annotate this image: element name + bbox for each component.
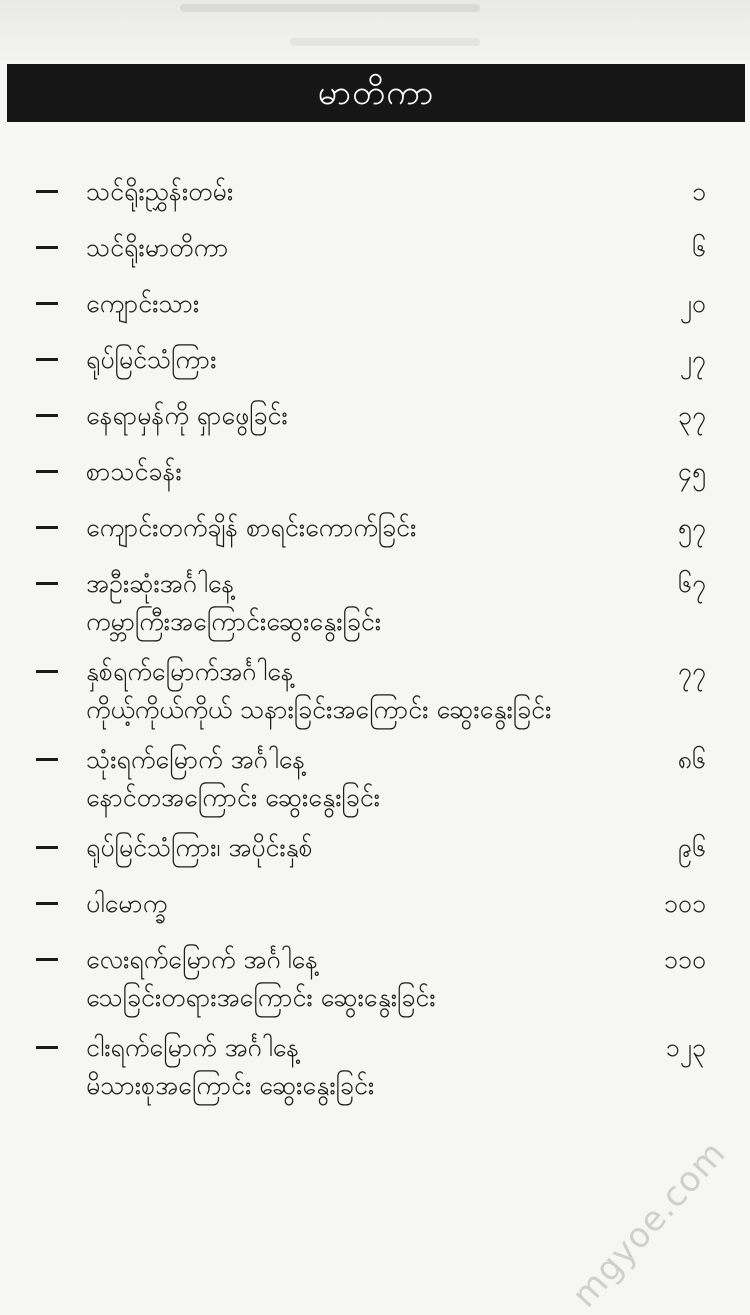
toc-entry-subtitle: ကမ္ဘာကြီးအကြောင်းဆွေးနွေးခြင်း — [86, 607, 382, 636]
dash-marker — [36, 846, 58, 849]
dash-marker — [36, 470, 58, 473]
toc-entry-title: သုံးရက်မြောက် အင်္ဂါနေ့ — [86, 745, 306, 774]
toc-entry-subtitle-row — [0, 982, 750, 1024]
toc-entry-subtitle-row — [0, 606, 750, 648]
toc-entry-title: နေရာမှန်ကို ရှာဖွေခြင်း — [86, 401, 288, 430]
toc-entry-page-number: ၈၆ — [677, 745, 706, 774]
toc-entry-page-number: ၁၀၁ — [663, 889, 706, 918]
toc-entry-page-number: ၉၆ — [677, 833, 706, 862]
previous-page-bleed — [0, 0, 750, 60]
toc-entry-title: လေးရက်မြောက် အင်္ဂါနေ့ — [86, 945, 319, 974]
toc-entry-subtitle: ကိုယ့်ကိုယ်ကိုယ် သနားခြင်းအကြောင်း ဆွေးနွေးခြင်း — [86, 695, 552, 724]
dash-marker — [36, 958, 58, 961]
toc-entry-page-number: ၆ — [691, 233, 706, 262]
toc-entry-page-number: ၂၀ — [679, 289, 706, 318]
toc-entry-title: ငါးရက်မြောက် အင်္ဂါနေ့ — [86, 1033, 300, 1062]
bleed-line — [290, 38, 480, 46]
toc-entry[interactable] — [0, 168, 750, 224]
dash-marker — [36, 1046, 58, 1049]
toc-entry-page-number: ၂၇ — [679, 345, 706, 374]
dash-marker — [36, 758, 58, 761]
dash-marker — [36, 246, 58, 249]
toc-entry-title: ကျောင်းတက်ချိန် စာရင်းကောက်ခြင်း — [86, 513, 417, 542]
dash-marker — [36, 526, 58, 529]
toc-entry-subtitle-row — [0, 782, 750, 824]
toc-entry-subtitle-row — [0, 1070, 750, 1112]
dash-marker — [36, 414, 58, 417]
toc-entry-title: ပါမောက္ခ — [86, 889, 168, 918]
watermark: mgyoe.com — [564, 1133, 734, 1315]
toc-entry-subtitle: မိသားစုအကြောင်း ဆွေးနွေးခြင်း — [86, 1071, 375, 1100]
toc-entry-page-number: ၇၇ — [677, 657, 706, 686]
toc-entry-title: သင်ရိုးမာတိကာ — [86, 233, 229, 262]
header-bar — [7, 64, 745, 122]
bleed-line — [180, 4, 480, 12]
toc-entry-page-number: ၅၇ — [677, 513, 706, 542]
toc-entry[interactable] — [0, 824, 750, 880]
table-of-contents — [0, 168, 750, 1112]
toc-entry-subtitle: သေခြင်းတရားအကြောင်း ဆွေးနွေးခြင်း — [86, 983, 436, 1012]
toc-entry-title: ကျောင်းသား — [86, 289, 200, 318]
dash-marker — [36, 670, 58, 673]
toc-entry-title: ရုပ်မြင်သံကြား — [86, 345, 217, 374]
dash-marker — [36, 582, 58, 585]
toc-entry[interactable] — [0, 336, 750, 392]
dash-marker — [36, 190, 58, 193]
dash-marker — [36, 302, 58, 305]
toc-entry-page-number: ၁ — [691, 177, 706, 206]
toc-entry-title: နှစ်ရက်မြောက်အင်္ဂါနေ့ — [86, 657, 294, 686]
toc-entry-page-number: ၆၇ — [677, 569, 706, 598]
toc-entry[interactable] — [0, 280, 750, 336]
dash-marker — [36, 902, 58, 905]
toc-entry-page-number: ၁၂၃ — [665, 1033, 706, 1062]
toc-entry[interactable] — [0, 448, 750, 504]
toc-entry-page-number: ၃၇ — [677, 401, 706, 430]
toc-entry-title: ရုပ်မြင်သံကြား၊ အပိုင်းနှစ် — [86, 833, 313, 862]
toc-entry-subtitle: နောင်တအကြောင်း ဆွေးနွေးခြင်း — [86, 783, 381, 812]
toc-entry[interactable] — [0, 504, 750, 560]
toc-entry-title: သင်ရိုးညွှန်းတမ်း — [86, 177, 234, 206]
toc-entry[interactable] — [0, 392, 750, 448]
toc-entry-title: အဦးဆုံးအင်္ဂါနေ့ — [86, 569, 235, 598]
toc-entry[interactable] — [0, 880, 750, 936]
dash-marker — [36, 358, 58, 361]
toc-entry-title: စာသင်ခန်း — [86, 457, 182, 486]
toc-entry-page-number: ၁၁၀ — [663, 945, 706, 974]
toc-entry[interactable] — [0, 224, 750, 280]
page-title: မာတိကာ — [317, 73, 435, 113]
toc-entry-page-number: ၄၅ — [677, 457, 706, 486]
toc-entry-subtitle-row — [0, 694, 750, 736]
